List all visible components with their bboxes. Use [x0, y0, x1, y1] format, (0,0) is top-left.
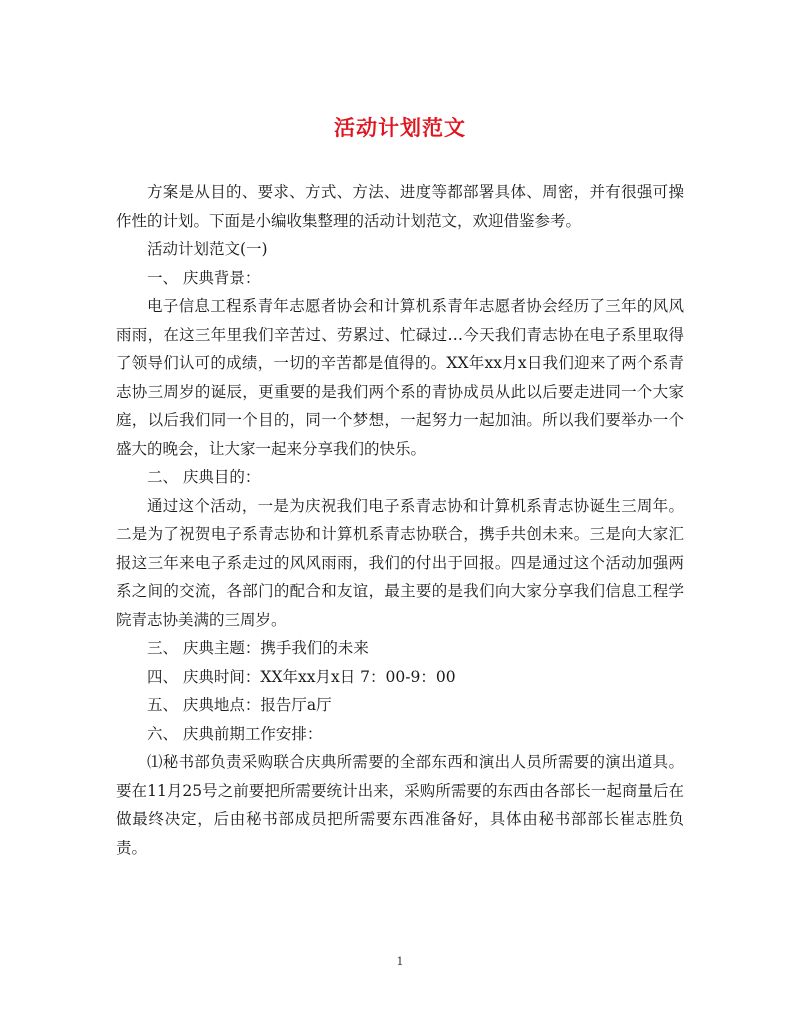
section-heading-background: 一、 庆典背景：: [147, 268, 261, 287]
section-heading-location: 五、 庆典地点：报告厅a厅: [147, 696, 332, 714]
purpose-paragraph: 通过这个活动，一是为庆祝我们电子系青志协和计算机系青志协诞生三周年。二是为了祝贺电子系青志协和计算机系青志协联合，携手共创未来。三是向大家汇报这三年来电子系走过的风风雨雨，我们的付出于回报。四是通过这个活动加强两系之间的交流，各部门的配合和友谊，最主要的是我们向大家分享我们信息工程学院青志协美满的三周岁。: [116, 496, 684, 629]
section-heading-theme: 三、 庆典主题：携手我们的未来: [147, 639, 369, 657]
section-heading-time: 四、 庆典时间：XX年xx月x日 7：00-9：00: [147, 667, 456, 686]
document-title: 活动计划范文: [334, 115, 466, 140]
page-number: 1: [396, 955, 404, 968]
section-heading-preparation: 六、 庆典前期工作安排：: [147, 724, 323, 743]
preparation-paragraph: ⑴秘书部负责采购联合庆典所需要的全部东西和演出人员所需要的演出道具。要在11月25号之前要把所需要统计出来，采购所需要的东西由各部长一起商量后在做最终决定，后由秘书部成员把所需要东西准备好，具体由秘书部部长崔志胜负责。: [116, 753, 684, 857]
document-body: [116, 178, 684, 862]
section-heading-purpose: 二、 庆典目的：: [147, 468, 261, 486]
section-heading-sample-one: 活动计划范文(一): [147, 240, 268, 258]
background-paragraph: 电子信息工程系青年志愿者协会和计算机系青年志愿者协会经历了三年的风风雨雨，在这三年里我们辛苦过、劳累过、忙碌过…今天我们青志协在电子系里取得了领导们认可的成绩，一切的辛苦都是值得的。XX年xx月x日我们迎来了两个系青志协三周岁的诞辰，更重要的是我们两个系的青协成员从此以后要走进同一个大家庭，以后我们同一个目的，同一个梦想，一起努力一起加油。所以我们要举办一个盛大的晚会，让大家一起来分享我们的快乐。: [116, 297, 684, 458]
intro-paragraph: 方案是从目的、要求、方式、方法、进度等都部署具体、周密，并有很强可操作性的计划。下面是小编收集整理的活动计划范文，欢迎借鉴参考。: [116, 183, 684, 230]
